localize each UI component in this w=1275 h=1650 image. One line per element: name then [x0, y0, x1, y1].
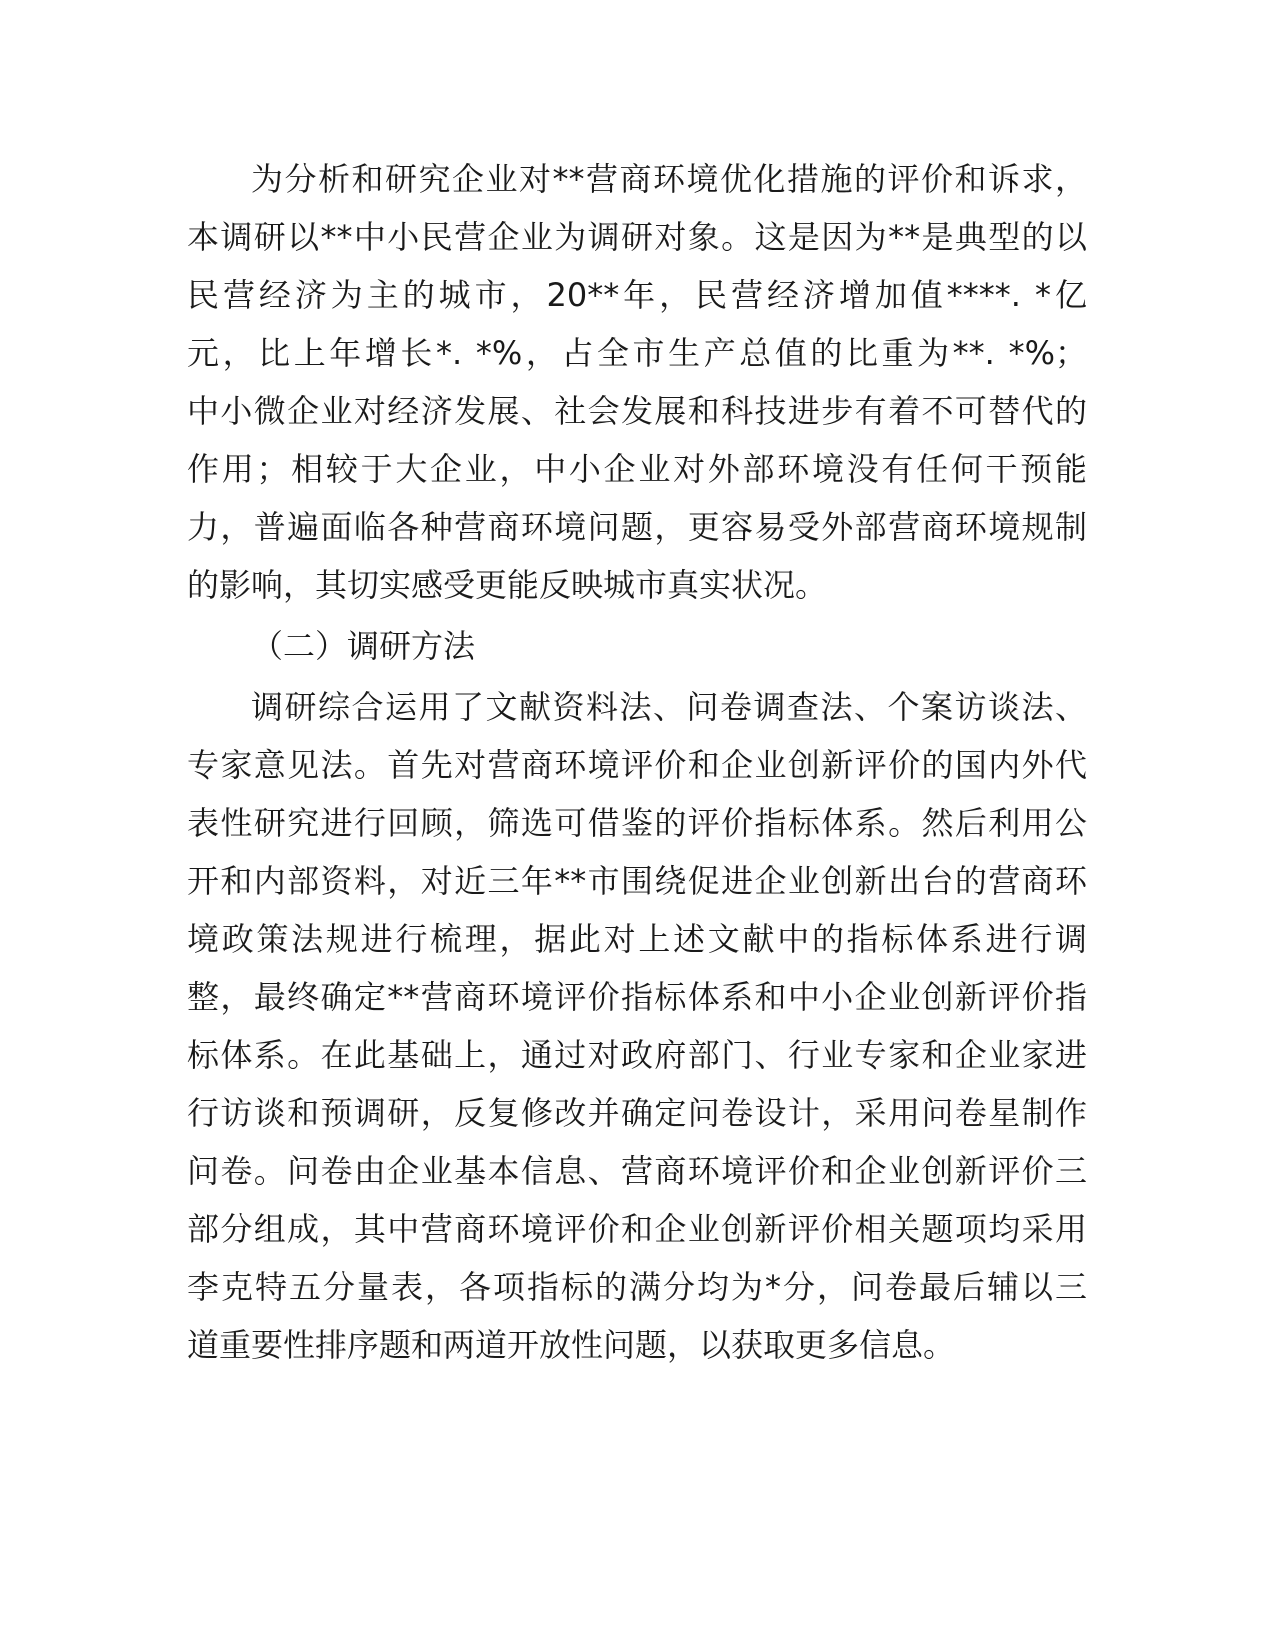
paragraph-line: 道重要性排序题和两道开放性问题，以获取更多信息。 — [187, 1326, 956, 1364]
paragraph-line: 为分析和研究企业对**营商环境优化措施的评价和诉求， — [251, 160, 1087, 198]
paragraph-line: 调研综合运用了文献资料法、问卷调查法、个案访谈法、 — [251, 688, 1087, 726]
paragraph-line: 李克特五分量表，各项指标的满分均为*分，问卷最后辅以三 — [187, 1268, 1087, 1306]
paragraph-line: 问卷。问卷由企业基本信息、营商环境评价和企业创新评价三 — [187, 1152, 1087, 1190]
paragraph-line: 开和内部资料，对近三年**市围绕促进企业创新出台的营商环 — [187, 862, 1087, 900]
paragraph-line: 的影响，其切实感受更能反映城市真实状况。 — [187, 566, 828, 604]
paragraph-line: 行访谈和预调研，反复修改并确定问卷设计，采用问卷星制作 — [187, 1094, 1087, 1132]
paragraph-line: 中小微企业对经济发展、社会发展和科技进步有着不可替代的 — [187, 392, 1087, 430]
section-heading: （二）调研方法 — [251, 627, 476, 665]
paragraph-line: 部分组成，其中营商环境评价和企业创新评价相关题项均采用 — [187, 1210, 1087, 1248]
paragraph-line: 本调研以**中小民营企业为调研对象。这是因为**是典型的以 — [187, 218, 1087, 256]
paragraph-line: 整，最终确定**营商环境评价指标体系和中小企业创新评价指 — [187, 978, 1087, 1016]
document-body — [187, 150, 1087, 1374]
paragraph-line: 力，普遍面临各种营商环境问题，更容易受外部营商环境规制 — [187, 508, 1087, 546]
paragraph-line: 民营经济为主的城市，20**年，民营经济增加值****. *亿 — [187, 276, 1087, 314]
paragraph-line: 专家意见法。首先对营商环境评价和企业创新评价的国内外代 — [187, 746, 1087, 784]
paragraph-research-method — [187, 678, 1087, 1374]
paragraph-line: 元，比上年增长*. *%，占全市生产总值的比重为**. *%； — [187, 334, 1087, 372]
paragraph-line: 境政策法规进行梳理，据此对上述文献中的指标体系进行调 — [187, 920, 1087, 958]
paragraph-line: 表性研究进行回顾，筛选可借鉴的评价指标体系。然后利用公 — [187, 804, 1087, 842]
paragraph-research-object — [187, 150, 1087, 614]
paragraph-line: 作用；相较于大企业，中小企业对外部环境没有任何干预能 — [187, 450, 1087, 488]
paragraph-line: 标体系。在此基础上，通过对政府部门、行业专家和企业家进 — [187, 1036, 1087, 1074]
